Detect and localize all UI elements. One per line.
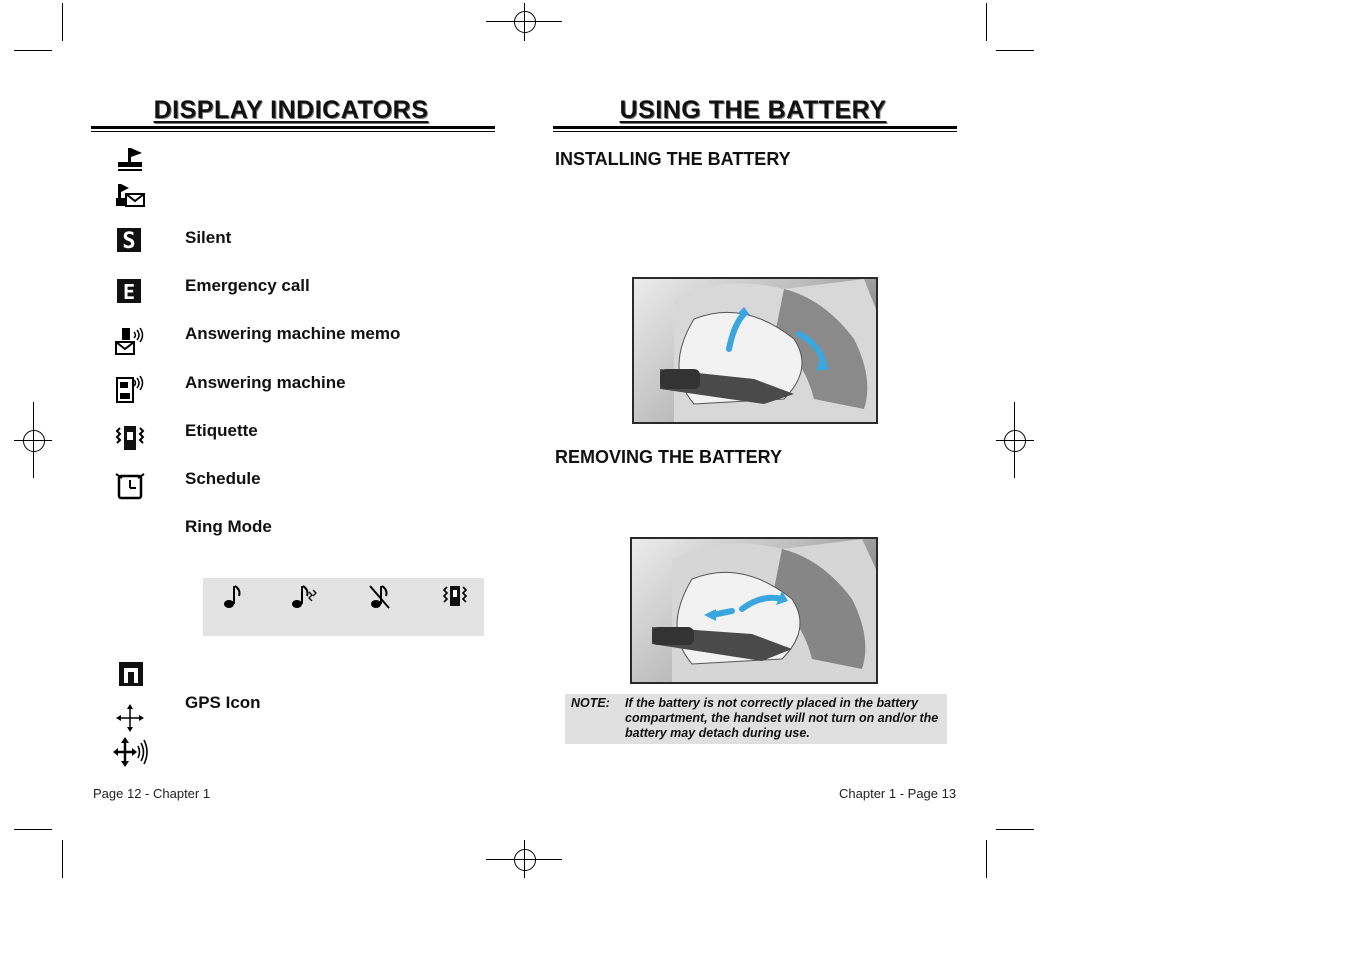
- note-label: NOTE:: [571, 696, 610, 710]
- crop-mark: [14, 829, 52, 830]
- roaming-n-icon: [112, 659, 148, 691]
- silent-s-icon: [112, 224, 148, 256]
- crop-mark: [986, 840, 987, 878]
- emergency-e-icon: [112, 275, 148, 307]
- crop-mark: [14, 50, 52, 51]
- footer-left: Page 12 - Chapter 1: [93, 786, 211, 801]
- installing-battery-heading: INSTALLING THE BATTERY: [555, 149, 791, 169]
- answering-memo-icon: [112, 326, 148, 358]
- crop-mark: [62, 3, 63, 41]
- gps-icon-label: GPS Icon: [185, 693, 261, 712]
- note-text: If the battery is not correctly placed in the battery compartment, the handset will not turn on and/or the battery may detach during use.: [625, 696, 939, 740]
- removing-battery-heading: REMOVING THE BATTERY: [555, 447, 783, 467]
- etiquette-vibrate-icon: [112, 422, 148, 454]
- flag-envelope-icon: [112, 180, 148, 212]
- installing-battery-illustration: [632, 277, 878, 424]
- indicator-label-answering-memo: Answering machine memo: [185, 324, 401, 343]
- crop-mark: [996, 50, 1034, 51]
- indicator-label-schedule: Schedule: [185, 469, 261, 488]
- svg-text:E: E: [122, 280, 136, 304]
- indicator-label-etiquette: Etiquette: [185, 421, 258, 440]
- indicator-label-answering-machine: Answering machine: [185, 373, 346, 392]
- svg-text:S: S: [122, 229, 136, 254]
- gps-icon: [112, 702, 148, 734]
- crop-mark: [986, 3, 987, 41]
- note-vibrate-icon: [289, 582, 319, 610]
- indicator-label-ring-mode: Ring Mode: [185, 517, 272, 536]
- ring-mode-icons-panel: [203, 578, 484, 636]
- title-rule: [91, 126, 495, 132]
- vibrate-icon: [441, 582, 469, 610]
- footer-right: Chapter 1 - Page 13: [839, 786, 957, 801]
- gps-signal-icon: [112, 736, 148, 768]
- crop-mark: [62, 840, 63, 878]
- removing-battery-illustration: [630, 537, 878, 684]
- indicator-label-emergency: Emergency call: [185, 276, 310, 295]
- answering-machine-icon: [112, 374, 148, 406]
- alarm-clock-icon: [112, 470, 148, 502]
- page-title-using-battery: USING THE BATTERY: [619, 96, 887, 124]
- note-muted-icon: [367, 582, 395, 610]
- page-title-display-indicators: DISPLAY INDICATORS: [153, 96, 429, 124]
- title-rule: [553, 126, 957, 132]
- note-icon: [221, 582, 245, 610]
- indicator-label-silent: Silent: [185, 228, 232, 247]
- crop-mark: [996, 829, 1034, 830]
- battery-note: [565, 694, 947, 744]
- flag-bar-icon: [112, 144, 148, 176]
